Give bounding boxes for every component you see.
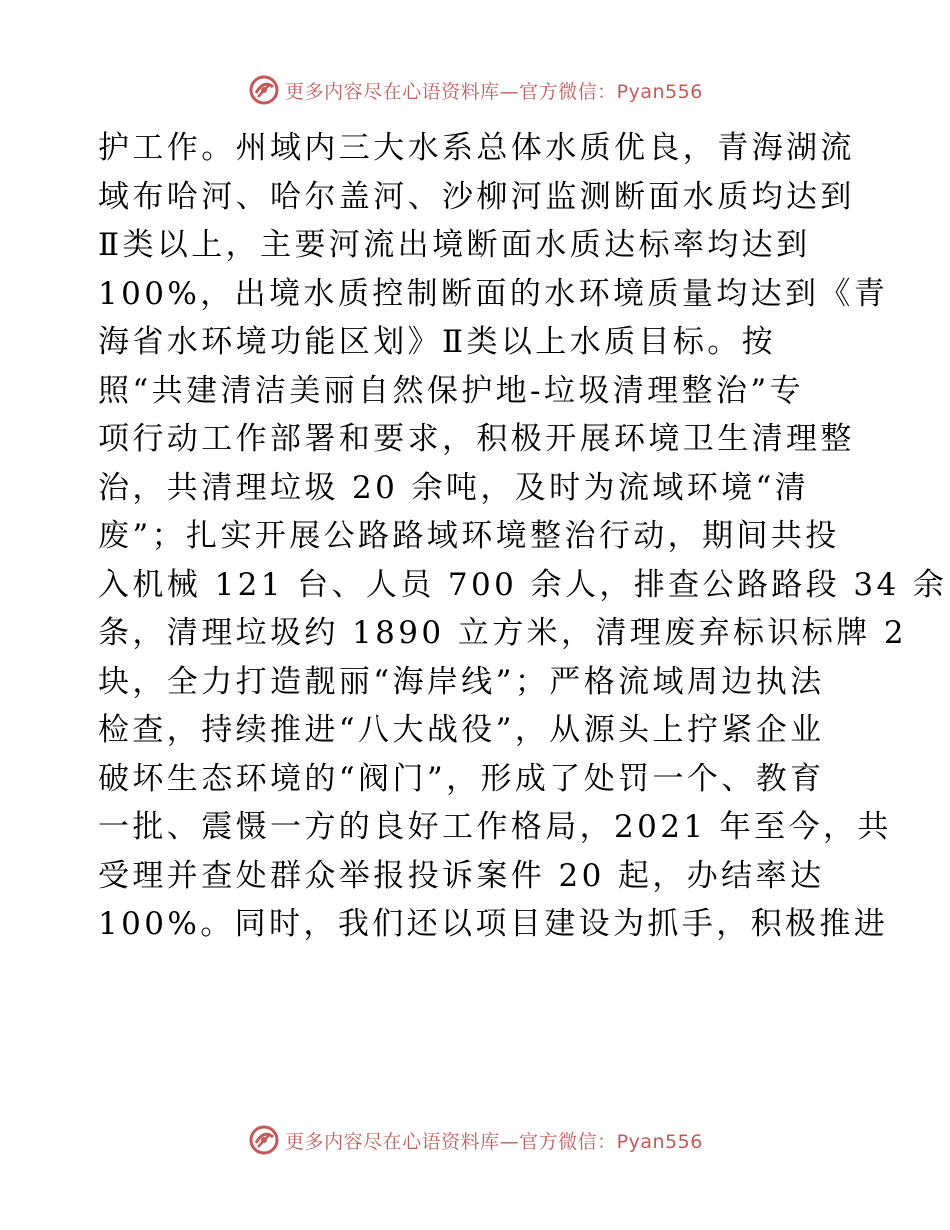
- watermark-text: 更多内容尽在心语资料库—官方微信：Pyan556: [285, 80, 703, 103]
- wechat-id: Pyan556: [616, 1130, 703, 1153]
- wechat-id: Pyan556: [616, 80, 703, 103]
- text-line: 受理并查处群众举报投诉案件 20 起，办结率达: [98, 857, 825, 894]
- text-line: 100%，出境水质控制断面的水环境质量均达到《青: [98, 275, 889, 312]
- swirl-logo-icon: [247, 73, 281, 107]
- text-line: Ⅱ类以上，主要河流出境断面水质达标率均达到: [98, 227, 811, 263]
- text-line: 条，清理垃圾约 1890 立方米，清理废弃标识标牌 2: [98, 615, 907, 651]
- text-line: 入机械 121 台、人员 700 余人，排查公路路段 34 余: [98, 566, 948, 603]
- watermark-footer: [0, 1120, 950, 1160]
- text-line: 治，共清理垃圾 20 余吨，及时为流域环境“清: [98, 469, 810, 506]
- text-line: 照“共建清洁美丽自然保护地-垃圾清理整治”专: [98, 372, 804, 409]
- text-line: 块，全力打造靓丽“海岸线”；严格流域周边执法: [98, 663, 825, 700]
- watermark-text: 更多内容尽在心语资料库—官方微信：Pyan556: [285, 1130, 703, 1153]
- text-line: 废”；扎实开展公路路域环境整治行动，期间共投: [98, 518, 840, 554]
- text-line: 域布哈河、哈尔盖河、沙柳河监测断面水质均达到: [98, 178, 855, 215]
- text-line: 一批、震慑一方的良好工作格局，2021 年至今，共: [98, 809, 892, 845]
- text-line: 破坏生态环境的“阀门”，形成了处罚一个、教育: [98, 760, 825, 797]
- text-line: 海省水环境功能区划》Ⅱ类以上水质目标。按: [98, 324, 777, 360]
- document-body: [98, 124, 948, 949]
- text-line: 100%。同时，我们还以项目建设为抓手，积极推进: [98, 906, 889, 942]
- text-line: 项行动工作部署和要求，积极开展环境卫生清理整: [98, 421, 855, 457]
- text-line: 检查，持续推进“八大战役”，从源头上拧紧企业: [98, 712, 825, 748]
- text-line: 护工作。州域内三大水系总体水质优良，青海湖流: [98, 130, 855, 166]
- watermark-header: [0, 70, 950, 110]
- swirl-logo-icon: [247, 1123, 281, 1157]
